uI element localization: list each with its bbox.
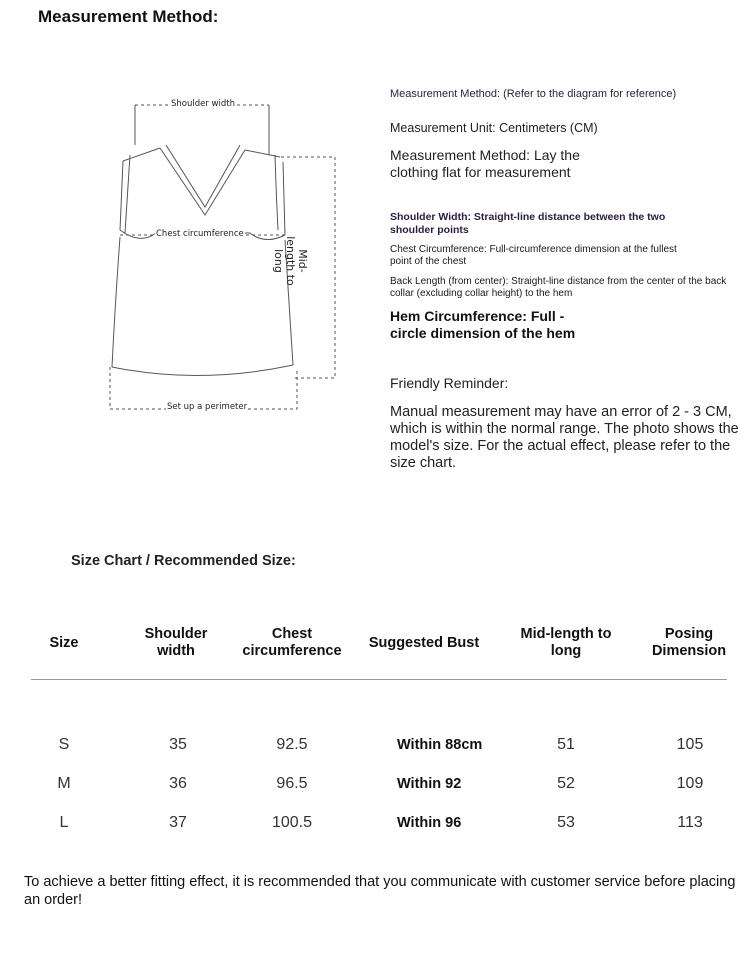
method-flat: Measurement Method: Lay the clothing flat for measurement <box>390 147 580 180</box>
cell-posing: 109 <box>676 775 704 792</box>
cell-shoulder: 37 <box>169 814 187 831</box>
cell-bust: Within 92 <box>397 776 462 792</box>
table-divider <box>31 679 727 680</box>
cell-posing: 113 <box>677 814 703 831</box>
cell-bust: Within 88cm <box>397 737 483 753</box>
back-length-definition: Back Length (from center): Straight-line distance from the center of the back collar (excluding collar height) to the hem <box>390 276 727 299</box>
chest-definition: Chest Circumference: Full-circumference dimension at the fullest point of the chest <box>390 244 677 267</box>
cell-size: L <box>59 814 69 831</box>
header-chest-circumference: Chest circumference <box>242 626 342 659</box>
chest-circumference-label: Chest circumference <box>156 229 244 239</box>
method-reference: Measurement Method: (Refer to the diagram for reference) <box>390 88 677 100</box>
header-size: Size <box>49 635 79 651</box>
header-mid-length: Mid-length to long <box>520 626 612 659</box>
table-row <box>0 814 750 834</box>
cell-chest: 96.5 <box>276 775 308 792</box>
page-title: Measurement Method: <box>38 7 219 26</box>
table-row <box>0 775 750 795</box>
cell-shoulder: 35 <box>169 736 187 753</box>
cell-bust: Within 96 <box>397 815 462 831</box>
shoulder-definition: Shoulder Width: Straight-line distance between the two shoulder points <box>390 211 666 236</box>
reminder-title: Friendly Reminder: <box>390 375 509 391</box>
measurement-unit: Measurement Unit: Centimeters (CM) <box>390 121 598 135</box>
cell-length: 52 <box>557 775 575 792</box>
footer-note: To achieve a better fitting effect, it is recommended that you communicate with customer service before placing an order! <box>24 874 736 908</box>
hem-definition: Hem Circumference: Full - circle dimension of the hem <box>390 308 576 341</box>
shoulder-width-label: Shoulder width <box>171 99 235 109</box>
hem-perimeter-label: Set up a perimeter <box>167 402 248 412</box>
cell-size: S <box>58 736 70 753</box>
cell-length: 53 <box>557 814 575 831</box>
cell-size: M <box>57 775 71 792</box>
length-label: Mid-length to long <box>272 236 309 286</box>
cell-chest: 100.5 <box>271 814 313 831</box>
header-suggested-bust: Suggested Bust <box>368 635 480 651</box>
table-row <box>0 736 750 756</box>
garment-diagram <box>100 95 360 420</box>
cell-chest: 92.5 <box>276 736 308 753</box>
cell-shoulder: 36 <box>169 775 187 792</box>
cell-length: 51 <box>557 736 575 753</box>
reminder-text: Manual measurement may have an error of 2 - 3 CM, which is within the normal range. The photo shows the model's size. For the actual effect, please refer to the size chart. <box>390 404 739 471</box>
header-shoulder-width: Shoulder width <box>144 626 208 659</box>
size-chart-title: Size Chart / Recommended Size: <box>71 553 296 569</box>
cell-posing: 105 <box>676 736 704 753</box>
garment-sketch <box>100 95 360 420</box>
header-posing-dimension: Posing Dimension <box>651 626 727 659</box>
